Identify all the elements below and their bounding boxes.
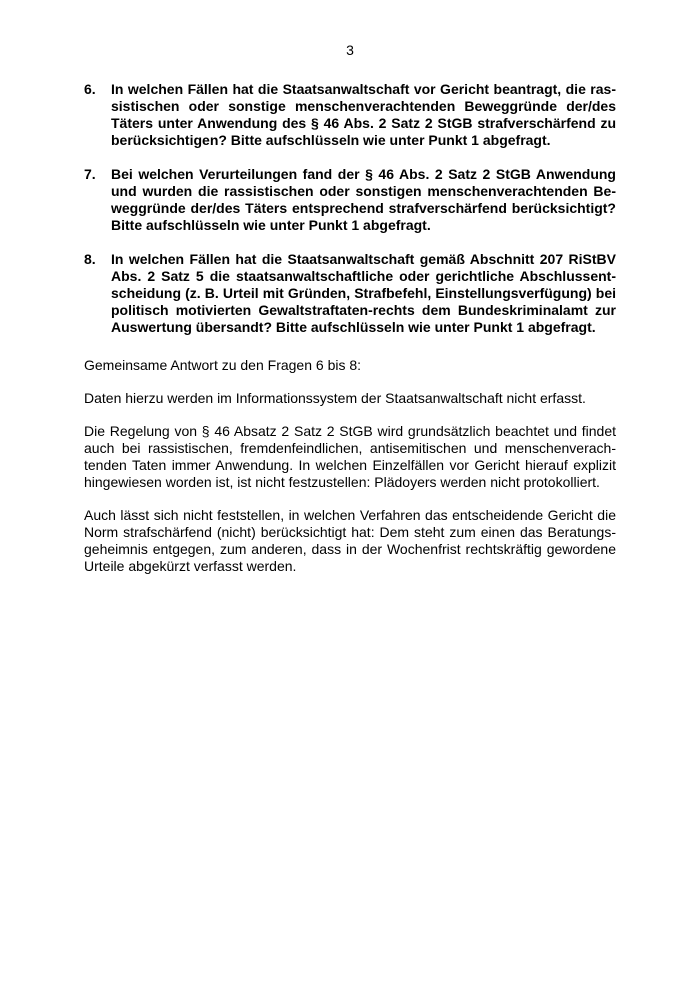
answer-paragraph: Daten hierzu werden im Informationssystem der Staatsanwaltschaft nicht erfasst.: [84, 390, 586, 406]
answer-paragraph: Auch lässt sich nicht feststellen, in welchen Verfahren das entscheidende Gericht die Norm strafschärfend (nicht) berücksichtigt hat: Dem steht zum einen das Beratungsgeheimnis entgegen, zum anderen, dass in der Wochenfrist rechtskräftig gewordene Urteile abgekürzt verfasst werden.: [84, 507, 616, 574]
question-number: 8.: [84, 251, 96, 267]
question-number: 7.: [84, 166, 96, 182]
question-8: [84, 251, 616, 336]
page-number: 3: [346, 42, 354, 58]
question-number: 6.: [84, 81, 96, 97]
answer-heading: Gemeinsame Antwort zu den Fragen 6 bis 8:: [84, 357, 362, 373]
answer-section: [84, 357, 616, 591]
answer-paragraph: Die Regelung von § 46 Absatz 2 Satz 2 StGB wird grundsätzlich beachtet und findet auch bei rassistischen, fremdenfeindlichen, antisemitischen und menschenverachtenden Taten immer Anwendung. In welchen Einzelfällen vor Gericht hierauf explizit hingewiesen worden ist, ist nicht festzustellen: Plädoyers werden nicht protokolliert.: [84, 423, 616, 490]
question-list: [84, 81, 616, 353]
question-7: [84, 166, 616, 234]
question-text: In welchen Fällen hat die Staatsanwaltschaft vor Gericht beantragt, die rassistischen oder sonstige menschenverachtenden Beweggründe der/des Täters unter Anwendung des § 46 Abs. 2 Satz 2 StGB strafverschärfend zu berücksichtigen? Bitte aufschlüsseln wie unter Punkt 1 abgefragt.: [111, 81, 616, 148]
question-text: In welchen Fällen hat die Staatsanwaltschaft gemäß Abschnitt 207 RiStBV Abs. 2 Satz 5 die staatsanwaltschaftliche oder gerichtliche Abschlussentscheidung (z. B. Urteil mit Gründen, Strafbefehl, Einstellungsverfügung) bei politisch motivierten Gewaltstraftaten-rechts dem Bundeskriminalamt zur Auswertung übersandt? Bitte aufschlüsseln wie unter Punkt 1 abgefragt.: [111, 251, 616, 335]
question-text: Bei welchen Verurteilungen fand der § 46 Abs. 2 Satz 2 StGB Anwendung und wurden die rassistischen oder sonstigen menschenverachtenden Beweggründe der/des Täters entsprechend strafverschärfend berücksichtigt? Bitte aufschlüsseln wie unter Punkt 1 abgefragt.: [111, 166, 616, 233]
question-6: [84, 81, 616, 149]
